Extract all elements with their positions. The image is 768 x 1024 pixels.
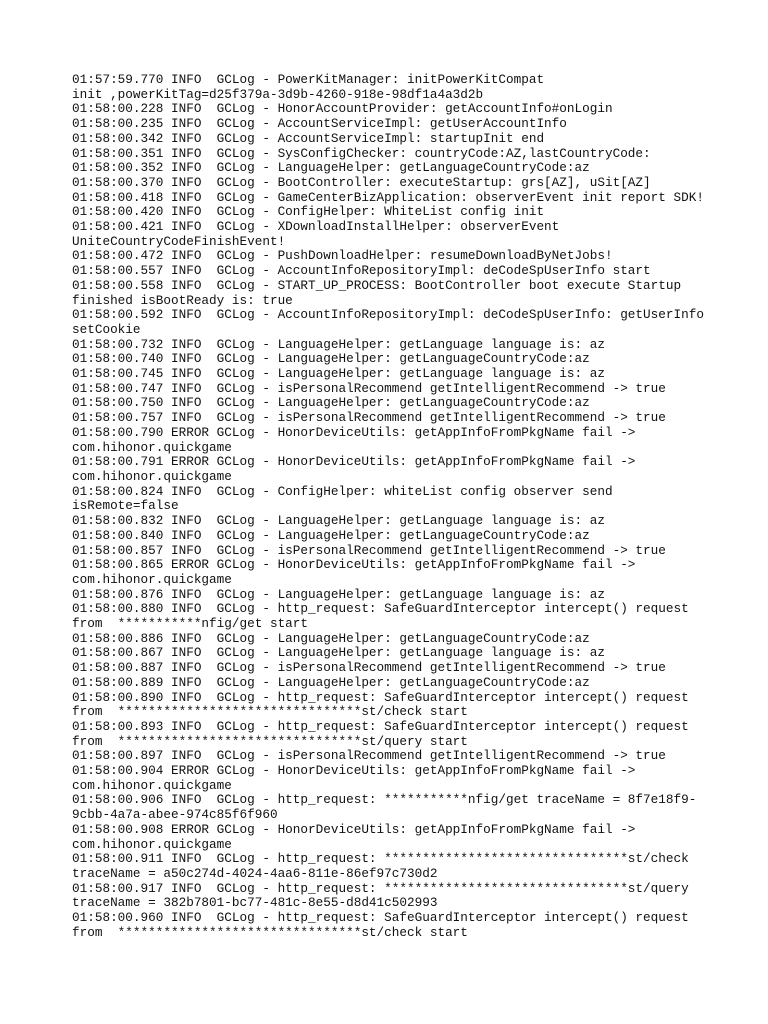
log-line: 01:58:00.893 INFO GCLog - http_request: SafeGuardInterceptor intercept() request [72, 718, 689, 734]
log-line: isRemote=false [72, 498, 179, 514]
log-line: 01:58:00.824 INFO GCLog - ConfigHelper: whiteList config observer send [72, 483, 613, 499]
log-line: 01:58:00.880 INFO GCLog - http_request: SafeGuardInterceptor intercept() request [72, 601, 689, 617]
log-line: 01:58:00.351 INFO GCLog - SysConfigChecker: countryCode:AZ,lastCountryCode: [72, 145, 651, 161]
log-line: 01:58:00.472 INFO GCLog - PushDownloadHelper: resumeDownloadByNetJobs! [72, 248, 613, 264]
log-line: 01:58:00.420 INFO GCLog - ConfigHelper: WhiteList config init [72, 204, 545, 220]
log-line: 01:58:00.790 ERROR GCLog - HonorDeviceUtils: getAppInfoFromPkgName fail -> [72, 424, 636, 440]
log-line: 01:58:00.418 INFO GCLog - GameCenterBizApplication: observerEvent init report SDK! [72, 189, 704, 205]
log-line: 01:58:00.592 INFO GCLog - AccountInfoRepositoryImpl: deCodeSpUserInfo: getUserInfo [72, 307, 704, 323]
log-line: com.hihonor.quickgame [72, 468, 232, 484]
log-line: 01:58:00.840 INFO GCLog - LanguageHelper: getLanguageCountryCode:az [72, 527, 590, 543]
log-line: 01:58:00.908 ERROR GCLog - HonorDeviceUtils: getAppInfoFromPkgName fail -> [72, 821, 636, 837]
log-line: 01:58:00.889 INFO GCLog - LanguageHelper: getLanguageCountryCode:az [72, 674, 590, 690]
log-line: 01:58:00.421 INFO GCLog - XDownloadInstallHelper: observerEvent [72, 219, 560, 235]
log-line: 01:58:00.352 INFO GCLog - LanguageHelper: getLanguageCountryCode:az [72, 160, 590, 176]
log-line: 01:58:00.342 INFO GCLog - AccountServiceImpl: startupInit end [72, 130, 545, 146]
log-line: UniteCountryCodeFinishEvent! [72, 233, 286, 249]
log-line: 01:58:00.906 INFO GCLog - http_request: ***********nfig/get traceName = 8f7e18f9- [72, 792, 697, 808]
log-line: 01:58:00.791 ERROR GCLog - HonorDeviceUtils: getAppInfoFromPkgName fail -> [72, 454, 636, 470]
log-line: 01:58:00.865 ERROR GCLog - HonorDeviceUtils: getAppInfoFromPkgName fail -> [72, 557, 636, 573]
log-line: 01:58:00.897 INFO GCLog - isPersonalRecommend getIntelligentRecommend -> true [72, 748, 666, 764]
log-line: 01:58:00.857 INFO GCLog - isPersonalRecommend getIntelligentRecommend -> true [72, 542, 666, 558]
log-line: 01:58:00.370 INFO GCLog - BootController: executeStartup: grs[AZ], uSit[AZ] [72, 174, 651, 190]
log-line: com.hihonor.quickgame [72, 836, 232, 852]
log-line: 01:58:00.887 INFO GCLog - isPersonalRecommend getIntelligentRecommend -> true [72, 660, 666, 676]
log-line: 01:58:00.886 INFO GCLog - LanguageHelper: getLanguageCountryCode:az [72, 630, 590, 646]
log-line: finished isBootReady is: true [72, 292, 293, 308]
log-document [72, 73, 712, 940]
log-line: 01:58:00.557 INFO GCLog - AccountInfoRepositoryImpl: deCodeSpUserInfo start [72, 263, 651, 279]
log-line: 01:58:00.911 INFO GCLog - http_request: ********************************st/check [72, 851, 689, 867]
log-line: 01:58:00.747 INFO GCLog - isPersonalRecommend getIntelligentRecommend -> true [72, 380, 666, 396]
log-line: 01:58:00.917 INFO GCLog - http_request: ********************************st/query [72, 880, 689, 896]
log-line: from ***********nfig/get start [72, 616, 309, 632]
log-line: 9cbb-4a7a-abee-974c85f6f960 [72, 807, 278, 823]
log-line: traceName = a50c274d-4024-4aa6-811e-86ef97c730d2 [72, 865, 438, 881]
log-line: 01:58:00.876 INFO GCLog - LanguageHelper: getLanguage language is: az [72, 586, 605, 602]
log-line: 01:58:00.867 INFO GCLog - LanguageHelper: getLanguage language is: az [72, 645, 605, 661]
log-line: from ********************************st/check start [72, 704, 468, 720]
log-line: com.hihonor.quickgame [72, 439, 232, 455]
log-line: 01:58:00.740 INFO GCLog - LanguageHelper: getLanguageCountryCode:az [72, 351, 590, 367]
log-line: com.hihonor.quickgame [72, 571, 232, 587]
log-line: com.hihonor.quickgame [72, 777, 232, 793]
log-line: 01:58:00.890 INFO GCLog - http_request: SafeGuardInterceptor intercept() request [72, 689, 689, 705]
log-line: 01:58:00.228 INFO GCLog - HonorAccountProvider: getAccountInfo#onLogin [72, 101, 613, 117]
log-text-block [72, 73, 712, 940]
log-line: setCookie [72, 321, 141, 337]
log-line: 01:58:00.832 INFO GCLog - LanguageHelper: getLanguage language is: az [72, 513, 605, 529]
log-line: 01:58:00.732 INFO GCLog - LanguageHelper: getLanguage language is: az [72, 336, 605, 352]
log-line: 01:58:00.750 INFO GCLog - LanguageHelper: getLanguageCountryCode:az [72, 395, 590, 411]
log-line: 01:58:00.558 INFO GCLog - START_UP_PROCESS: BootController boot execute Startup [72, 277, 682, 293]
log-line: 01:58:00.757 INFO GCLog - isPersonalRecommend getIntelligentRecommend -> true [72, 410, 666, 426]
log-line: from ********************************st/query start [72, 733, 468, 749]
log-line: 01:58:00.745 INFO GCLog - LanguageHelper: getLanguage language is: az [72, 366, 605, 382]
log-line: from ********************************st/check start [72, 924, 468, 940]
log-line: 01:58:00.904 ERROR GCLog - HonorDeviceUtils: getAppInfoFromPkgName fail -> [72, 763, 636, 779]
log-line: traceName = 382b7801-bc77-481c-8e55-d8d41c502993 [72, 895, 438, 911]
log-line: init ,powerKitTag=d25f379a-3d9b-4260-918e-98df1a4a3d2b [72, 86, 484, 102]
log-line: 01:58:00.960 INFO GCLog - http_request: SafeGuardInterceptor intercept() request [72, 910, 689, 926]
log-line: 01:58:00.235 INFO GCLog - AccountServiceImpl: getUserAccountInfo [72, 116, 567, 132]
log-line: 01:57:59.770 INFO GCLog - PowerKitManager: initPowerKitCompat [72, 72, 545, 87]
